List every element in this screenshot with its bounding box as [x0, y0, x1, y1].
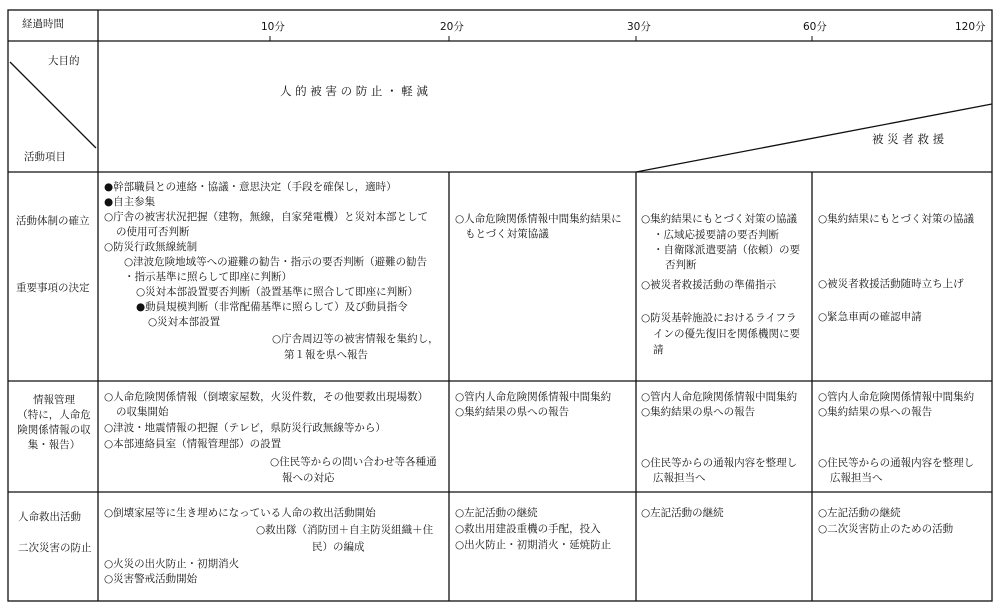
list-item: ○防災行政無線統制	[104, 241, 198, 253]
list-item: ○住民等からの問い合わせ等各種通	[270, 456, 437, 468]
list-item: ○管内人命危険関係情報中間集約	[818, 391, 975, 403]
list-item: ○人命危険関係情報中間集約結果に	[455, 213, 622, 225]
list-item: 否判断	[665, 259, 697, 271]
list-item: ○被災者救援活動随時立ち上げ	[818, 278, 964, 290]
list-item: ○防災基幹施設におけるライフラ	[641, 312, 797, 324]
list-item: 民）の編成	[312, 541, 365, 553]
tick-10min: 10分	[261, 21, 285, 33]
tick-20min: 20分	[440, 21, 464, 33]
list-item: 広報担当へ	[830, 472, 883, 484]
list-item: ○災対本部設置要否判断（設置基準に照合して即座に判断）	[136, 286, 419, 298]
main-purpose-label: 大目的	[48, 55, 80, 67]
list-item: もとづく対策協議	[465, 228, 549, 240]
row2-label-line: 険関係情報の収	[17, 424, 91, 436]
list-item: ○管内人命危険関係情報中間集約	[641, 391, 798, 403]
list-item: ○津波危険地域等への避難の勧告・指示の要否判断（避難の勧告	[124, 256, 428, 268]
list-item: ○火災の出火防止・初期消火	[104, 558, 240, 570]
list-item: ○庁舎の被害状況把握（建物，無線，自家発電機）と災対本部として	[104, 211, 429, 223]
tick-30min: 30分	[627, 21, 651, 33]
list-item: の使用可否判断	[116, 226, 190, 238]
row2-label	[12, 393, 96, 453]
row1-label-2: 重要事項の決定	[16, 282, 90, 294]
list-item: ○出火防止・初期消火・延焼防止	[455, 539, 612, 551]
list-item: ○集約結果の県への報告	[455, 406, 570, 418]
list-item: ●動員規模判断（非常配備基準に照らして）及び動員指令	[136, 301, 408, 313]
row1-label-1: 活動体制の確立	[16, 215, 90, 227]
list-item: ○住民等からの通報内容を整理し	[818, 457, 975, 469]
list-item: ○災害警戒活動開始	[104, 573, 198, 585]
list-item: ○救出用建設重機の手配，投入	[455, 523, 601, 535]
list-item: 第１報を県へ報告	[284, 349, 368, 361]
row2-label-line: 情報管理	[33, 394, 75, 406]
list-item: ・自衛隊派遣要請（依頼）の要	[653, 244, 800, 256]
list-item: ●自主参集	[104, 196, 156, 208]
list-item: ○津波・地震情報の把握（テレビ，県防災行政無線等から）	[104, 422, 386, 434]
list-item: 報への対応	[282, 472, 335, 484]
list-item: ○救出隊（消防団＋自主防災組織＋住	[256, 524, 434, 536]
goal-main-text: 人 的 被 害 の 防 止 ・ 軽 減	[280, 84, 428, 98]
list-item: ○左記活動の継続	[455, 507, 538, 519]
row3-label-1: 人命救出活動	[18, 511, 81, 523]
list-item: ○倒壊家屋等に生き埋めになっている人命の救出活動開始	[104, 507, 376, 519]
list-item: ○集約結果の県への報告	[641, 406, 756, 418]
list-item: ○人命危険関係情報（倒壊家屋数，火災件数，その他要救出現場数）	[104, 391, 429, 403]
list-item: ○集約結果の県への報告	[818, 406, 933, 418]
elapsed-time-label: 経過時間	[22, 18, 64, 30]
list-item: ○二次災害防止のための活動	[818, 523, 954, 535]
list-item: ○災対本部設置	[148, 316, 221, 328]
list-item: ●幹部職員との連絡・協議・意思決定（手段を確保し，適時）	[104, 181, 397, 193]
list-item: 請	[653, 344, 664, 356]
list-item: ○住民等からの通報内容を整理し	[641, 457, 798, 469]
goal-rescue-text: 被 災 者 救 援	[872, 132, 945, 146]
list-item: ○左記活動の継続	[818, 507, 901, 519]
list-item: ○左記活動の継続	[641, 507, 724, 519]
list-item: の収集開始	[116, 406, 169, 418]
row2-label-line: （特に，人命危	[17, 409, 91, 421]
activity-item-label: 活動項目	[24, 151, 66, 163]
row2-label-line: 集・報告）	[27, 439, 81, 451]
list-item: 広報担当へ	[653, 472, 706, 484]
list-item: ・指示基準に照らして即座に判断）	[124, 271, 292, 283]
list-item: ・広域応援要請の要否判断	[653, 229, 779, 241]
tick-60min: 60分	[803, 21, 827, 33]
list-item: インの優先復旧を関係機関に要	[653, 328, 800, 340]
row3-label-2: 二次災害の防止	[18, 542, 92, 554]
list-item: ○庁舎周辺等の被害情報を集約し，	[272, 333, 439, 345]
list-item: ○集約結果にもとづく対策の協議	[641, 213, 797, 225]
list-item: ○緊急車両の確認申請	[818, 311, 922, 323]
list-item: ○本部連絡員室（情報管理部）の設置	[104, 438, 282, 450]
list-item: ○管内人命危険関係情報中間集約	[455, 391, 612, 403]
list-item: ○集約結果にもとづく対策の協議	[818, 213, 974, 225]
tick-120min: 120分	[955, 21, 986, 33]
list-item: ○被災者救援活動の準備指示	[641, 279, 777, 291]
